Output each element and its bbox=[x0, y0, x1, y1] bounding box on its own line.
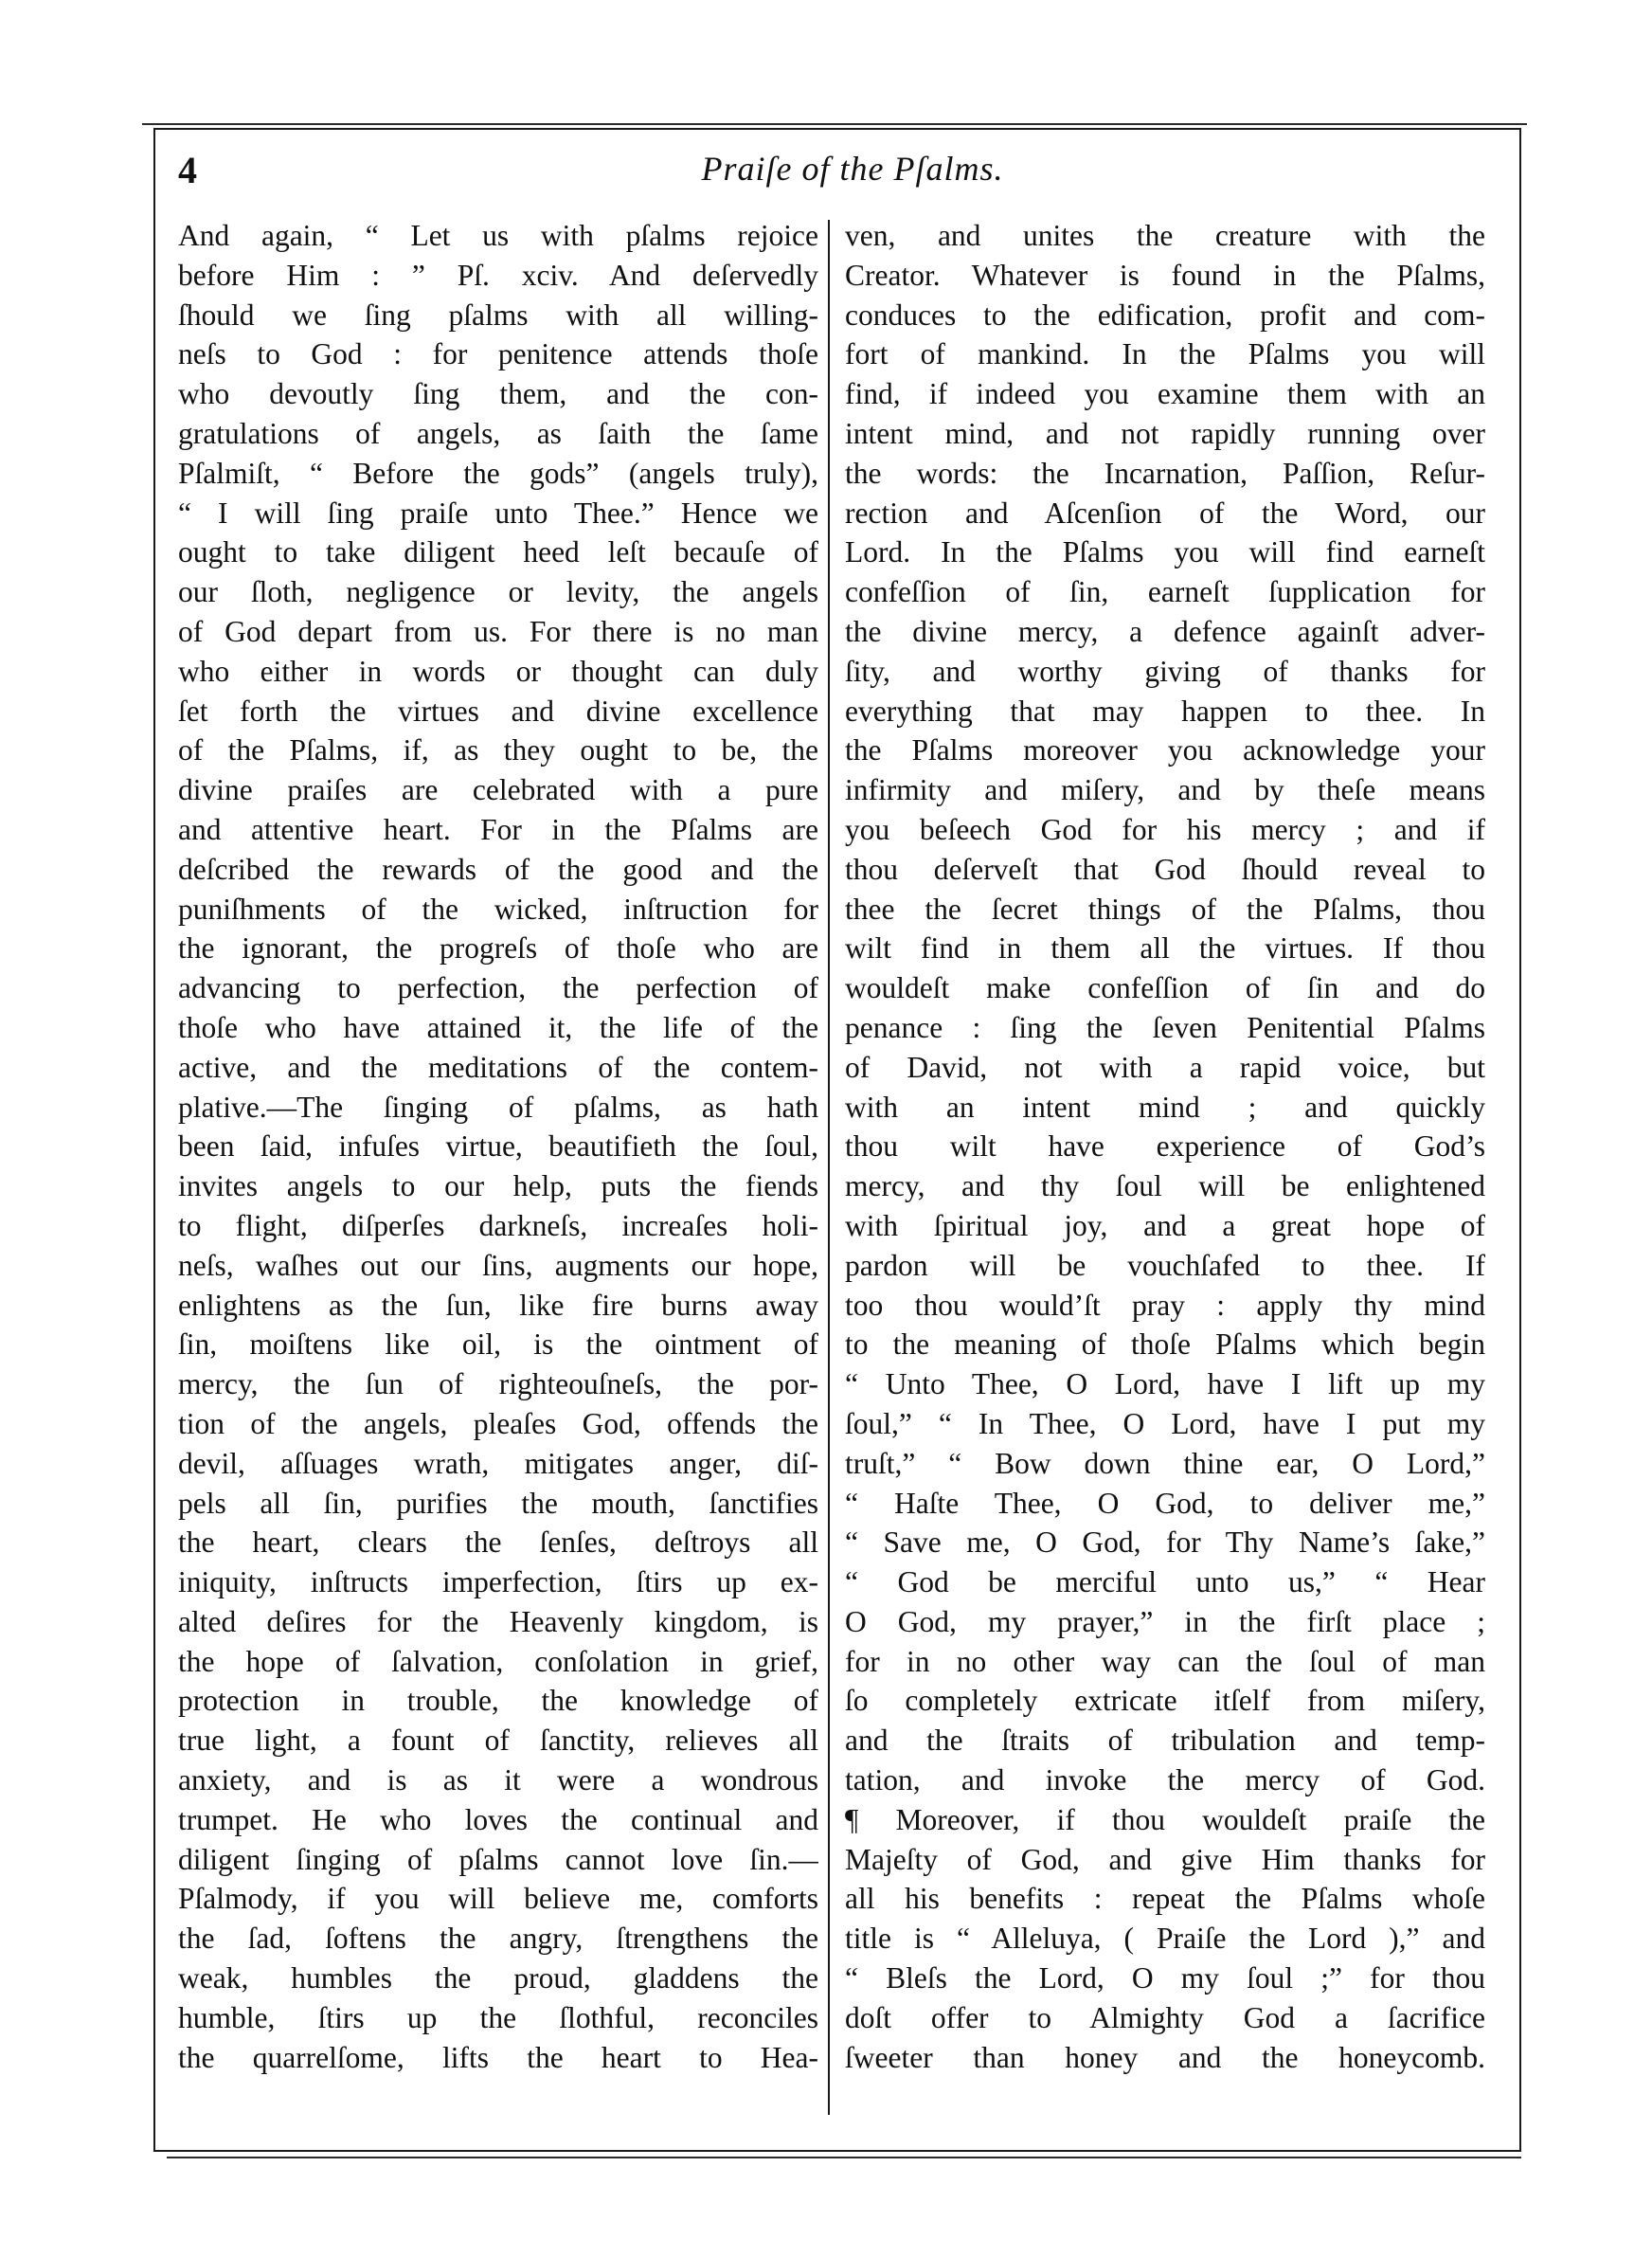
text-line: ſin, moiſtens like oil, is the ointment of bbox=[178, 1327, 818, 1362]
text-line: thoſe who have attained it, the life of the bbox=[178, 1010, 818, 1044]
text-line: neſs, waſhes out our ſins, augments our hope, bbox=[178, 1248, 818, 1282]
text-line: ſity, and worthy giving of thanks for bbox=[845, 654, 1485, 688]
text-line: the words: the Incarnation, Paſſion, Reſur- bbox=[845, 456, 1485, 490]
text-line: O God, my prayer,” in the firſt place ; bbox=[845, 1604, 1485, 1638]
text-line: before Him : ” Pſ. xciv. And deſervedly bbox=[178, 258, 818, 292]
text-line: advancing to perfection, the perfection of bbox=[178, 971, 818, 1005]
text-line: the ignorant, the progreſs of thoſe who are bbox=[178, 931, 818, 966]
text-line: all his benefits : repeat the Pſalms whoſe bbox=[845, 1882, 1485, 1916]
top-rule bbox=[142, 123, 1527, 125]
text-line: “ God be merciful unto us,” “ Hear bbox=[845, 1565, 1485, 1599]
text-line: thou wilt have experience of God’s bbox=[845, 1129, 1485, 1164]
text-line: invites angels to our help, puts the fiends bbox=[178, 1169, 818, 1203]
text-line: the quarrelſome, lifts the heart to Hea- bbox=[178, 2040, 818, 2074]
text-line: the divine mercy, a defence againſt adver- bbox=[845, 614, 1485, 648]
text-line: the heart, clears the ſenſes, deſtroys all bbox=[178, 1526, 818, 1560]
text-line: who either in words or thought can duly bbox=[178, 654, 818, 688]
text-line: our ſloth, negligence or levity, the angels bbox=[178, 575, 818, 609]
text-line: “ Unto Thee, O Lord, have I lift up my bbox=[845, 1367, 1485, 1401]
bottom-rule bbox=[167, 2157, 1521, 2158]
text-line: neſs to God : for penitence attends thoſe bbox=[178, 337, 818, 371]
text-line: to flight, diſperſes darkneſs, increaſes holi- bbox=[178, 1208, 818, 1242]
text-line: to the meaning of thoſe Pſalms which begin bbox=[845, 1327, 1485, 1362]
text-line: thee the ſecret things of the Pſalms, thou bbox=[845, 892, 1485, 926]
text-line: thou deſerveſt that God ſhould reveal to bbox=[845, 852, 1485, 886]
text-line: wouldeſt make confeſſion of ſin and do bbox=[845, 971, 1485, 1005]
text-line: plative.—The ſinging of pſalms, as hath bbox=[178, 1090, 818, 1124]
text-line: ſo completely extricate itſelf from miſery, bbox=[845, 1684, 1485, 1718]
text-line: alted deſires for the Heavenly kingdom, is bbox=[178, 1604, 818, 1638]
text-line: for in no other way can the ſoul of man bbox=[845, 1644, 1485, 1678]
text-line: true light, a fount of ſanctity, relieves all bbox=[178, 1724, 818, 1758]
text-line: you beſeech God for his mercy ; and if bbox=[845, 812, 1485, 846]
text-line: find, if indeed you examine them with an bbox=[845, 377, 1485, 411]
text-line: enlightens as the ſun, like fire burns away bbox=[178, 1288, 818, 1322]
text-line: mercy, and thy ſoul will be enlightened bbox=[845, 1169, 1485, 1203]
text-line: And again, “ Let us with pſalms rejoice bbox=[178, 219, 818, 252]
text-line: too thou would’ſt pray : apply thy mind bbox=[845, 1288, 1485, 1322]
text-line: protection in trouble, the knowledge of bbox=[178, 1684, 818, 1718]
text-line: and attentive heart. For in the Pſalms are bbox=[178, 812, 818, 846]
running-title: Praiſe of the Pſalms. bbox=[701, 150, 1004, 188]
text-line: everything that may happen to thee. In bbox=[845, 694, 1485, 728]
text-line: ven, and unites the creature with the bbox=[845, 219, 1485, 252]
text-line: confeſſion of ſin, earneſt ſupplication for bbox=[845, 575, 1485, 609]
text-line: Pſalmiſt, “ Before the gods” (angels truly), bbox=[178, 456, 818, 490]
text-line: “ Bleſs the Lord, O my ſoul ;” for thou bbox=[845, 1961, 1485, 1995]
text-line: deſcribed the rewards of the good and the bbox=[178, 852, 818, 886]
text-line: the hope of ſalvation, conſolation in grief, bbox=[178, 1644, 818, 1678]
text-line: ſhould we ſing pſalms with all willing- bbox=[178, 298, 818, 332]
text-line: fort of mankind. In the Pſalms you will bbox=[845, 337, 1485, 371]
text-line: pels all ſin, purifies the mouth, ſanctifies bbox=[178, 1486, 818, 1520]
text-line: title is “ Alleluya, ( Praiſe the Lord ),” and bbox=[845, 1922, 1485, 1956]
text-line: who devoutly ſing them, and the con- bbox=[178, 377, 818, 411]
text-line: anxiety, and is as it were a wondrous bbox=[178, 1763, 818, 1797]
column-divider bbox=[828, 220, 830, 2115]
text-line: puniſhments of the wicked, inſtruction for bbox=[178, 892, 818, 926]
text-line: penance : ſing the ſeven Penitential Pſalms bbox=[845, 1010, 1485, 1044]
text-line: of the Pſalms, if, as they ought to be, the bbox=[178, 733, 818, 767]
text-line: devil, aſſuages wrath, mitigates anger, diſ- bbox=[178, 1446, 818, 1480]
text-line: rection and Aſcenſion of the Word, our bbox=[845, 496, 1485, 530]
text-line: ſet forth the virtues and divine excellence bbox=[178, 694, 818, 728]
text-line: the ſad, ſoftens the angry, ſtrengthens the bbox=[178, 1922, 818, 1956]
text-line: of God depart from us. For there is no man bbox=[178, 614, 818, 648]
text-line: active, and the meditations of the contem- bbox=[178, 1050, 818, 1084]
text-line: intent mind, and not rapidly running over bbox=[845, 416, 1485, 450]
text-line: ¶ Moreover, if thou wouldeſt praiſe the bbox=[845, 1802, 1485, 1836]
text-line: trumpet. He who loves the continual and bbox=[178, 1802, 818, 1836]
text-line: tation, and invoke the mercy of God. bbox=[845, 1763, 1485, 1797]
text-line: with ſpiritual joy, and a great hope of bbox=[845, 1208, 1485, 1242]
text-line: infirmity and miſery, and by theſe means bbox=[845, 773, 1485, 807]
text-line: pardon will be vouchſafed to thee. If bbox=[845, 1248, 1485, 1282]
text-line: “ Save me, O God, for Thy Name’s ſake,” bbox=[845, 1526, 1485, 1560]
page-number: 4 bbox=[178, 149, 197, 191]
text-line: divine praiſes are celebrated with a pure bbox=[178, 773, 818, 807]
text-line: “ Haſte Thee, O God, to deliver me,” bbox=[845, 1486, 1485, 1520]
text-line: truſt,” “ Bow down thine ear, O Lord,” bbox=[845, 1446, 1485, 1480]
text-line: gratulations of angels, as ſaith the ſame bbox=[178, 416, 818, 450]
text-line: ſoul,” “ In Thee, O Lord, have I put my bbox=[845, 1406, 1485, 1440]
text-line: been ſaid, infuſes virtue, beautifieth the ſoul, bbox=[178, 1129, 818, 1164]
text-line: and the ſtraits of tribulation and temp- bbox=[845, 1724, 1485, 1758]
text-line: tion of the angels, pleaſes God, offends the bbox=[178, 1406, 818, 1440]
text-line: iniquity, inſtructs imperfection, ſtirs up ex- bbox=[178, 1565, 818, 1599]
text-line: wilt find in them all the virtues. If thou bbox=[845, 931, 1485, 966]
text-line: Pſalmody, if you will believe me, comforts bbox=[178, 1882, 818, 1916]
text-line: diligent ſinging of pſalms cannot love ſin.— bbox=[178, 1842, 818, 1876]
text-line: conduces to the edification, profit and com- bbox=[845, 298, 1485, 332]
text-line: the Pſalms moreover you acknowledge your bbox=[845, 733, 1485, 767]
text-line: ought to take diligent heed leſt becauſe of bbox=[178, 535, 818, 569]
text-line: humble, ſtirs up the ſlothful, reconciles bbox=[178, 2000, 818, 2034]
text-line: of David, not with a rapid voice, but bbox=[845, 1050, 1485, 1084]
text-line: “ I will ſing praiſe unto Thee.” Hence we bbox=[178, 496, 818, 530]
text-line: ſweeter than honey and the honeycomb. bbox=[845, 2040, 1485, 2074]
left-column bbox=[178, 216, 818, 2149]
right-column bbox=[845, 216, 1485, 2149]
text-line: doſt offer to Almighty God a ſacrifice bbox=[845, 2000, 1485, 2034]
text-line: Majeſty of God, and give Him thanks for bbox=[845, 1842, 1485, 1876]
text-line: Creator. Whatever is found in the Pſalms, bbox=[845, 258, 1485, 292]
text-line: with an intent mind ; and quickly bbox=[845, 1090, 1485, 1124]
text-line: weak, humbles the proud, gladdens the bbox=[178, 1961, 818, 1995]
text-line: mercy, the ſun of righteouſneſs, the por- bbox=[178, 1367, 818, 1401]
text-line: Lord. In the Pſalms you will find earneſt bbox=[845, 535, 1485, 569]
